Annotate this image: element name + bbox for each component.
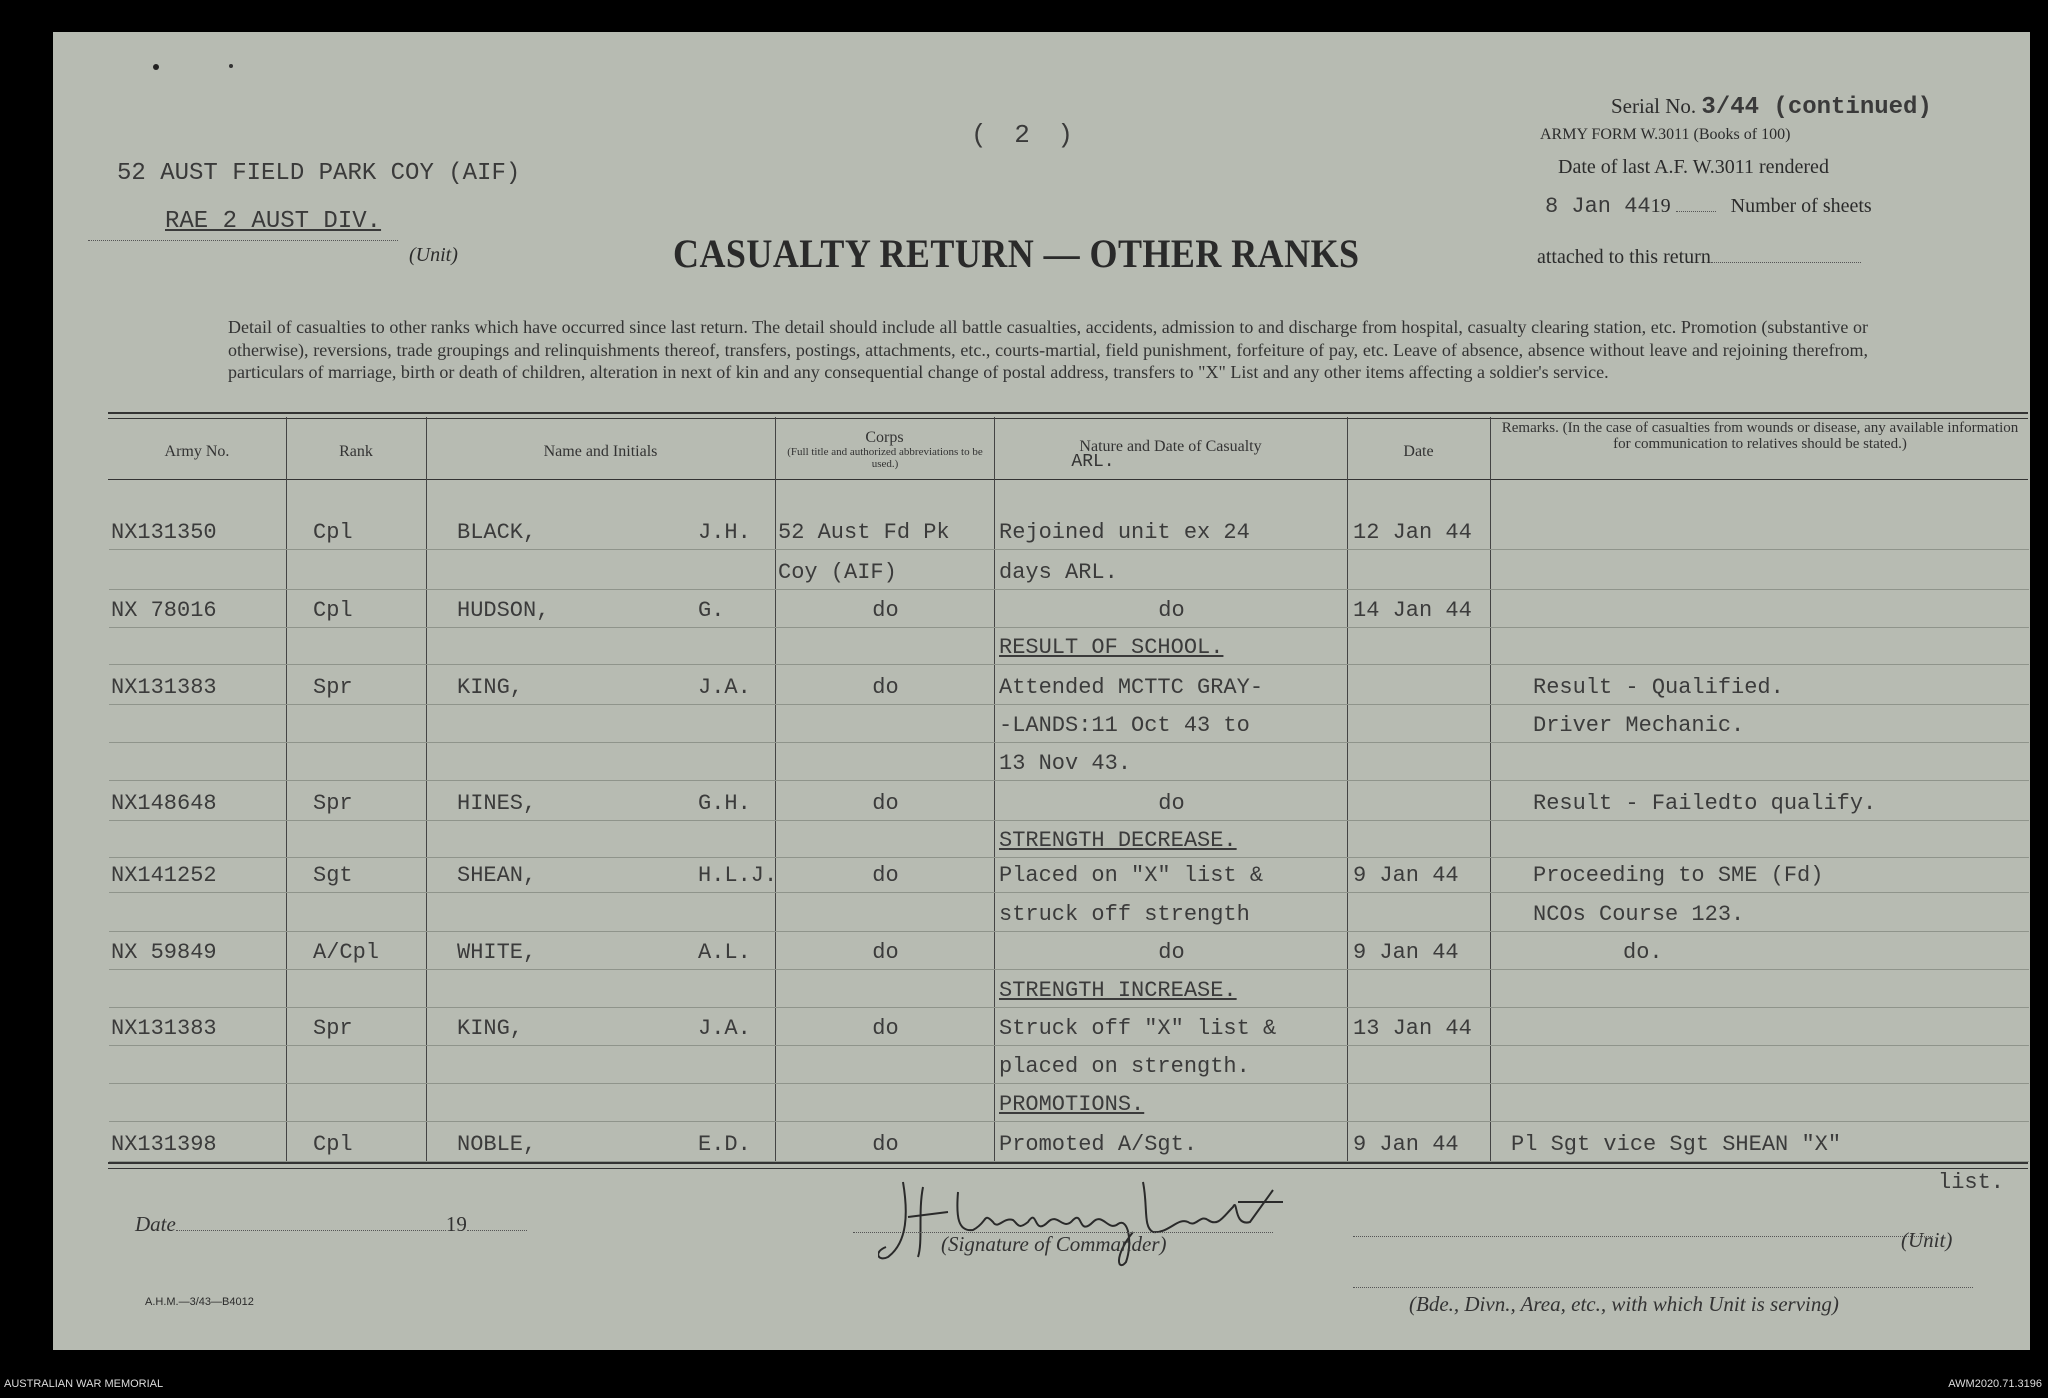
archive-caption-left: AUSTRALIAN WAR MEMORIAL [4,1378,164,1390]
row-rule [109,627,2029,628]
serial-label: Serial No. [1611,94,1697,118]
cell-nature: struck off strength [999,902,1250,927]
cell-army-no: NX 78016 [111,598,217,623]
cell-nature: days ARL. [999,560,1118,585]
column-divider [994,417,995,1162]
form-code: A.H.M.—3/43—B4012 [145,1296,254,1308]
cell-corps: do [872,863,899,888]
cell-nature: STRENGTH DECREASE. [999,828,1237,853]
cell-nature: Rejoined unit ex 24 [999,520,1250,545]
cell-corps: do [872,598,899,623]
cell-nature: do [1158,940,1185,965]
cell-rank: Spr [313,791,353,816]
archive-band [0,1350,2048,1398]
header-corps-note: (Full title and authorized abbreviations to be used.) [787,446,983,470]
cell-name: KING, [457,675,524,700]
cell-remarks: Driver Mechanic. [1533,713,1745,738]
cell-rank: Spr [313,1016,353,1041]
cell-date: 14 Jan 44 [1353,598,1472,623]
cell-date: 9 Jan 44 [1353,863,1459,888]
table-top-rule [108,412,2028,414]
signature-text: J F Lindsay Lieut [878,1162,886,1163]
row-rule [109,664,2029,665]
cell-initials: J.A. [698,675,751,700]
cell-corps: do [872,791,899,816]
cell-rank: Spr [313,675,353,700]
punch-mark [153,64,159,70]
cell-army-no: NX148648 [111,791,217,816]
column-divider [1347,417,1348,1162]
row-rule [109,589,2029,590]
cell-initials: G. [698,598,725,623]
cell-nature: -LANDS:11 Oct 43 to [999,713,1250,738]
archive-caption-right: AWM2020.71.3196 [1948,1378,2042,1390]
row-rule [109,1121,2029,1122]
cell-date: 12 Jan 44 [1353,520,1472,545]
commander-signature [878,1162,1298,1282]
cell-nature: STRENGTH INCREASE. [999,978,1237,1003]
cell-nature: RESULT OF SCHOOL. [999,635,1224,660]
table-header-rule [108,479,2028,480]
cell-nature: do [1158,791,1185,816]
cell-corps: do [872,940,899,965]
cell-corps: do [872,675,899,700]
unit-line-2: RAE 2 AUST DIV. [165,208,382,235]
cell-name: SHEAN, [457,863,537,888]
cell-corps: do [872,1016,899,1041]
row-rule [109,1045,2029,1046]
last-rendered-value: 8 Jan 44 [1545,194,1651,219]
cell-initials: J.H. [698,520,751,545]
row-rule [109,549,2029,550]
cell-remarks: NCOs Course 123. [1533,902,1745,927]
cell-nature: Placed on "X" list & [999,863,1264,888]
cell-name: HUDSON, [457,598,550,623]
year-prefix: 19 [1650,195,1671,217]
cell-nature: Struck off "X" list & [999,1016,1277,1041]
cell-initials: J.A. [698,1016,751,1041]
instructions-text: Detail of casualties to other ranks which have occurred since last return. The detail should include all battle casualties, accidents, admission to and discharge from hospital, casualty clearing station, etc. Promotion (substantive or otherwise), reversions, trade groupings and relinquishments thereof, transfers, postings, attachments, etc., courts-martial, field punishment, forfeiture of pay, etc. Leave of absence, absence without leave and rejoining therefrom, particulars of marriage, birth or death of children, alteration in next of kin and any consequential change of postal address, transfers to "X" List and any other items affecting a soldier's service. [228,317,1868,382]
cell-corps: do [872,1132,899,1157]
row-rule [109,820,2029,821]
cell-date: 13 Jan 44 [1353,1016,1472,1041]
serial-line [1611,94,1932,121]
cell-initials: G.H. [698,791,751,816]
bde-label: (Bde., Divn., Area, etc., with which Unit is serving) [1409,1292,1839,1316]
cell-remarks: Proceeding to SME (Fd) [1533,863,1824,888]
punch-mark [229,64,233,68]
cell-army-no: NX131383 [111,1016,217,1041]
cell-initials: H.L.J. [698,863,778,888]
header-corps: Corps [865,429,904,446]
cell-rank: Cpl [313,598,353,623]
row-rule [109,892,2029,893]
row-rule [109,969,2029,970]
header-nature-overtype: ARL. [1071,452,1115,472]
cell-corps: 52 Aust Fd Pk [778,520,950,545]
cell-name: KING, [457,1016,524,1041]
cell-name: BLACK, [457,520,537,545]
cell-nature: placed on strength. [999,1054,1250,1079]
unit-line-1: 52 AUST FIELD PARK COY (AIF) [117,160,521,187]
cell-army-no: NX131383 [111,675,217,700]
cell-name: HINES, [457,791,537,816]
signature-label: (Signature of Commander) [941,1232,1167,1256]
attached-label: attached to this return [1537,246,1711,268]
form-title: CASUALTY RETURN — OTHER RANKS [673,231,1360,276]
footer-year-prefix: 19 [445,1212,467,1236]
row-rule [109,780,2029,781]
cell-remarks: do. [1623,940,1663,965]
last-rendered-label: Date of last A.F. W.3011 rendered [1558,156,1829,178]
dotted-fill [467,1230,527,1231]
cell-army-no: NX141252 [111,863,217,888]
bde-rule [1353,1287,1973,1288]
dotted-fill [1676,211,1716,212]
cell-corps: Coy (AIF) [778,560,897,585]
serial-value: 3/44 (continued) [1701,94,1932,121]
header-army-no: Army No. [164,443,230,460]
row-rule [109,1007,2029,1008]
cell-rank: Cpl [313,1132,353,1157]
header-nature: Nature and Date of Casualty [1079,438,1262,455]
cell-name: WHITE, [457,940,537,965]
unit-line-rule [88,240,398,241]
dotted-fill [176,1230,446,1231]
header-rank: Rank [339,443,373,460]
cell-army-no: NX 59849 [111,940,217,965]
header-name: Name and Initials [543,443,658,460]
cell-nature: Promoted A/Sgt. [999,1132,1198,1157]
cell-nature: PROMOTIONS. [999,1092,1145,1117]
cell-nature: Attended MCTTC GRAY- [999,675,1264,700]
cell-rank: Sgt [313,863,353,888]
cell-army-no: NX131350 [111,520,217,545]
column-divider [426,417,427,1162]
unit-rule [1353,1236,1933,1237]
row-rule [109,742,2029,743]
footer-date-label: Date [135,1212,176,1236]
date-line [135,1212,527,1237]
form-sheet [53,32,2030,1350]
cell-date: 9 Jan 44 [1353,1132,1459,1157]
attached-line [1537,246,1861,269]
table-top-rule-2 [108,418,2028,419]
dotted-fill [1711,262,1861,263]
row-rule [109,1083,2029,1084]
army-form-label: ARMY FORM W.3011 (Books of 100) [1540,126,1791,143]
row-rule [109,704,2029,705]
row-rule [109,857,2029,858]
cell-name: NOBLE, [457,1132,537,1157]
row-rule [109,931,2029,932]
header-remarks: Remarks. (In the case of casualties from wounds or disease, any available information for communication to relatives should be stated.) [1501,420,2019,452]
cell-remarks: Result - Qualified. [1533,675,1784,700]
cell-date: 9 Jan 44 [1353,940,1459,965]
cell-initials: A.L. [698,940,751,965]
header-date: Date [1403,443,1434,460]
cell-rank: Cpl [313,520,353,545]
footer-unit-label: (Unit) [1901,1228,1953,1252]
column-divider [1490,417,1491,1162]
cell-rank: A/Cpl [313,940,380,965]
unit-label: (Unit) [409,244,458,266]
cell-nature: 13 Nov 43. [999,751,1132,776]
cell-remarks: Pl Sgt vice Sgt SHEAN "X" [1511,1132,1842,1157]
cell-army-no: NX131398 [111,1132,217,1157]
page-number: ( 2 ) [971,120,1080,150]
column-divider [286,417,287,1162]
cell-remarks: list. [1938,1170,2005,1195]
cell-initials: E.D. [698,1132,751,1157]
last-rendered-line [1543,194,1872,219]
column-divider [775,417,776,1162]
sheets-label: Number of sheets [1730,195,1872,217]
cell-nature: do [1158,598,1185,623]
cell-remarks: Result - Failedto qualify. [1533,791,1877,816]
